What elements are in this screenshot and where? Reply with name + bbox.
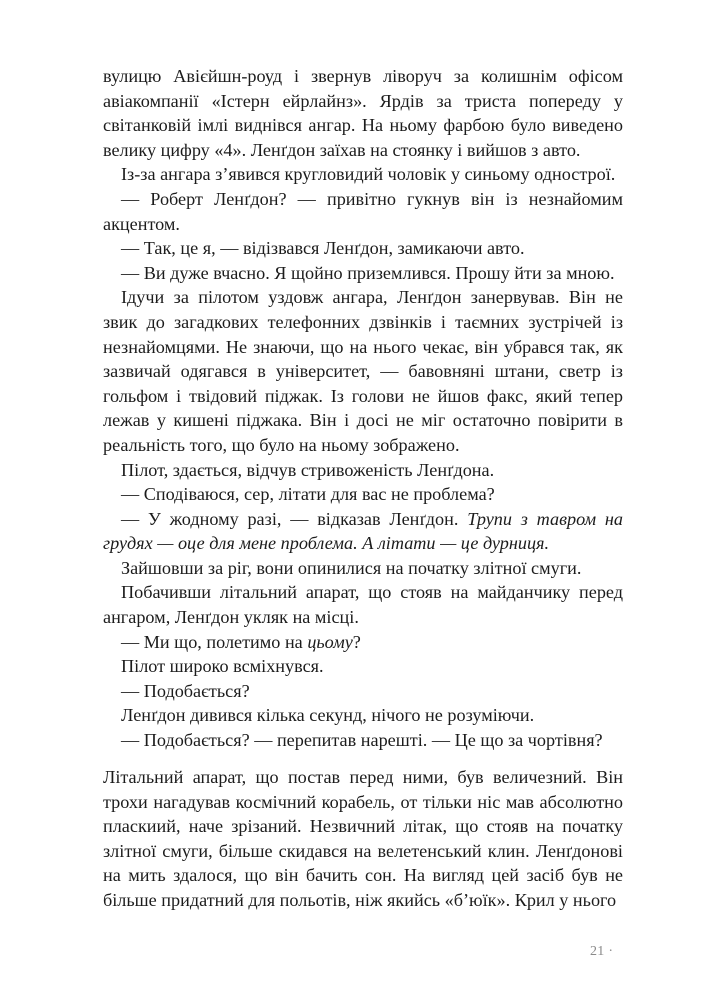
- dialogue-line: [103, 630, 623, 655]
- dialogue-line: — Ви дуже вчасно. Я щойно приземлився. Прошу йти за мною.: [121, 262, 615, 283]
- paragraph: Зайшовши за ріг, вони опинилися на початку злітної смуги.: [121, 557, 582, 578]
- dialogue-line: — Роберт Ленґдон? — привітно гукнув він із незнайомим акцентом.: [103, 188, 623, 234]
- paragraph: Побачивши літальний апарат, що стояв на майданчику перед ангаром, Ленґдон укляк на місці.: [103, 582, 623, 628]
- italic-word: цьому: [307, 631, 353, 652]
- paragraph: Пілот, здається, відчув стривоженість Ленґдона.: [121, 459, 495, 480]
- italic-thought: Трупи з тавром на грудях — оце для мене проблема. А літати — це дурниця.: [103, 508, 624, 554]
- text-section-2: [103, 765, 623, 913]
- dialogue-text: — Ми що, полетимо на: [121, 631, 308, 652]
- dialogue-line: — Подобається?: [121, 680, 250, 701]
- paragraph: Ідучи за пілотом уздовж ангара, Ленґдон занервував. Він не звик до загадкових телефонних дзвінків і таємних зустрічей із незнайомцями. Не знаючи, що на нього чекає, він убрався так, як зазвичай одягався в університет, — бавовняні штани, светр із гольфом і твідовий піджак. Із голови не йшов факс, який тепер лежав у кишені піджака. Він і досі не міг остаточно повірити в реальність того, що було на ньому зображено.: [103, 287, 623, 455]
- paragraph: Із-за ангара з’явився круглoвидий чоловік у синьому однострої.: [121, 164, 616, 185]
- paragraph: Ленґдон дивився кілька секунд, нічого не розуміючи.: [121, 705, 535, 726]
- paragraph: Літальний апарат, що постав перед ними, був величезний. Він трохи нагадував космічний корабель, от тільки ніс мав абсолютно пласкиий, наче зрізаний. Незвичний літак, що стояв на початку злітної смуги, більше скидався на велетенський клин. Ленґдонові на мить здалося, що він бачить сон. На вигляд цей засіб був не більше придатний для польотів, ніж якийсь «б’юїк». Крил у нього: [103, 767, 623, 910]
- dialogue-line: — Так, це я, — відізвався Ленґдон, замикаючи авто.: [121, 238, 525, 259]
- paragraph: Пілот широко всміхнувся.: [121, 656, 324, 677]
- dialogue-line: — Сподіваюся, сер, літати для вас не проблема?: [121, 484, 495, 505]
- dialogue-line: [103, 507, 623, 556]
- paragraph: вулицю Авієйшн-роуд і звернув ліворуч за колишнім офісом авіакомпанії «Істерн ейрлайнз». Ярдів за триста попереду у світанковій імлі виднівся ангар. На ньому фарбою було виведено велику цифру «4». Ленґдон заїхав на стоянку і вийшов з авто.: [103, 66, 623, 160]
- dialogue-line: — Подобається? — перепитав нарешті. — Це що за чортівня?: [121, 730, 603, 751]
- dialogue-text: — У жодному разі, — відказав Ленґдон.: [121, 508, 468, 529]
- dialogue-end: ?: [352, 631, 361, 652]
- page-number: 21 ·: [590, 944, 614, 959]
- text-section-1: [103, 64, 623, 753]
